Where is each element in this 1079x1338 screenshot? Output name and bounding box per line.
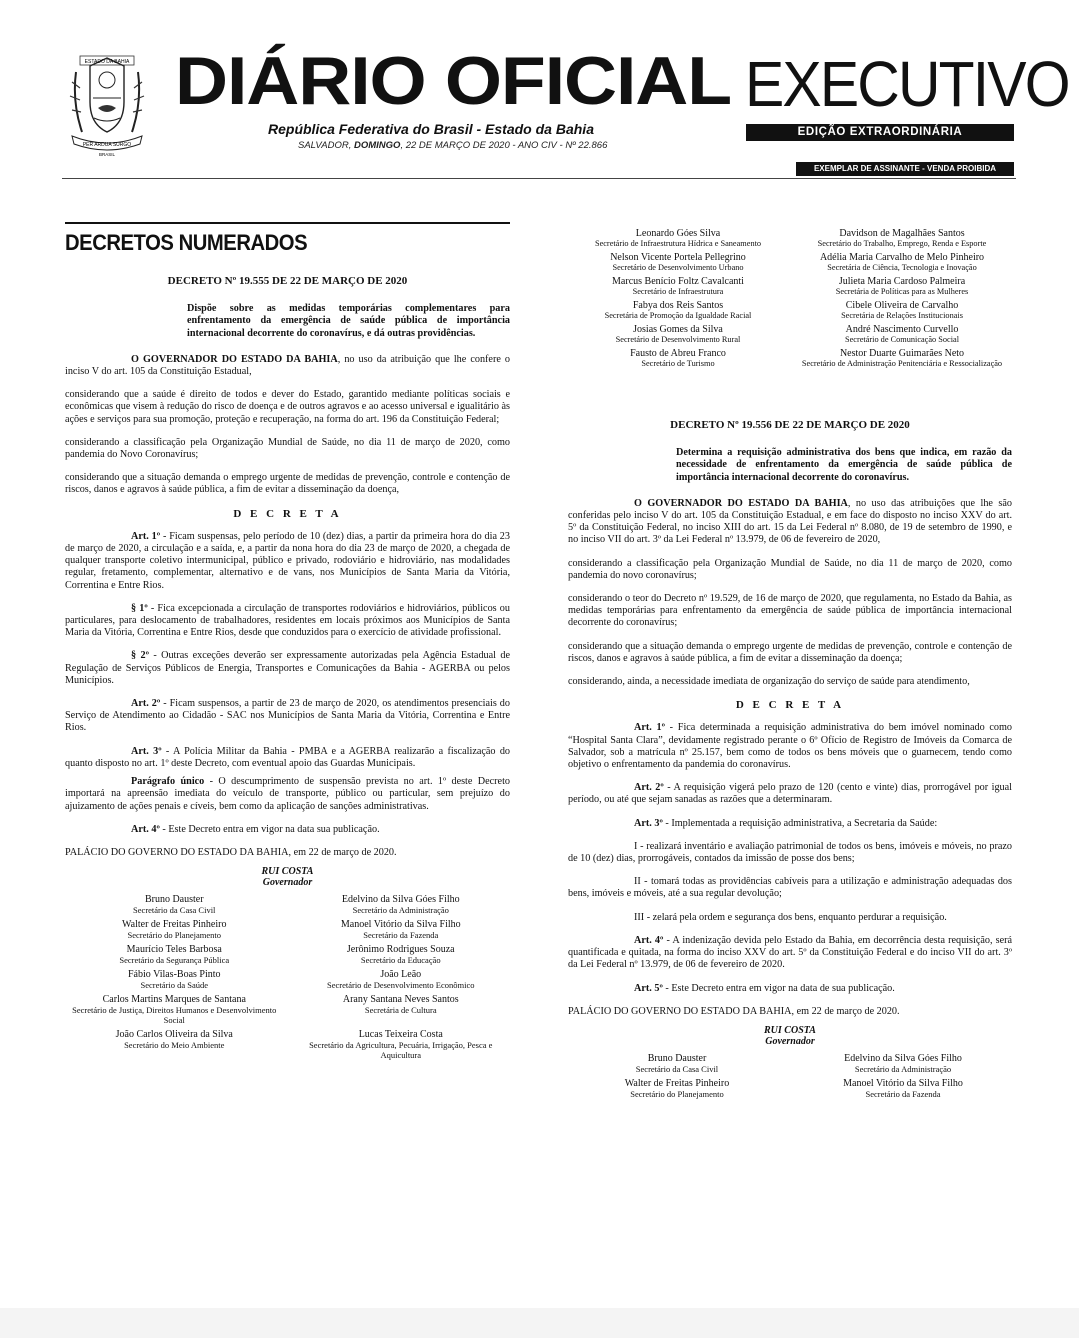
article: Art. 5º - Este Decreto entra em vigor na data de sua publicação. [634, 982, 895, 994]
signatory: Cibele Oliveira de Carvalho Secretária de Relações Institucionais [841, 300, 963, 320]
article: Art. 1º - Ficam suspensas, pelo período de 10 (dez) dias, a partir da primeira hora do dia 23 de março de 2020, a circulação e a saída, e, a partir da nona hora do dia 23 de março de 2020, a chegada de qualquer transporte coletivo intermunicipal, público e privado, rodoviário e hidroviário, nas modalidades regular, fretamento, complementar, alternativo e de vans, nos Municípios de Santa Maria da Vitória, Correntina e Entre Rios. [65, 530, 510, 591]
considerando: considerando que a saúde é direito de todos e dever do Estado, garantido mediante políticas sociais e econômicas que visem à redução do risco de doença e de outros agravos e ao acesso universal e igualitário às ações e serviços para sua promoção, proteção e recuperação, na forma do art. 196 da Constituição Federal; [65, 389, 510, 425]
edition-type: EXECUTIVO [745, 48, 1069, 120]
signatory: Marcus Benício Foltz Cavalcanti Secretário de Infraestrutura [612, 276, 744, 296]
article: Art. 2º - Ficam suspensos, a partir de 23 de março de 2020, os atendimentos presenciais do Serviço de Atendimento ao Cidadão - SAC nos Municípios de Santa Maria da Vitória, Correntina e Entre Rios. [65, 698, 510, 734]
subscriber-notice: EXEMPLAR DE ASSINANTE - VENDA PROIBIDA [796, 162, 1014, 176]
signatory: Fábio Vilas-Boas Pinto Secretário da Saúde [127, 969, 221, 991]
article: § 2º - Outras exceções deverão ser expressamente autorizadas pela Agência Estadual de Regulação de Serviços Públicos de Energia, Transportes e Comunicações da Bahia - AGERBA ou pelos Municípios. [65, 650, 510, 686]
signatories [65, 894, 510, 1060]
article-item: III - zelará pela ordem e segurança dos bens, enquanto perdurar a requisição. [634, 911, 947, 923]
signatory: Arany Santana Neves Santos Secretária de Cultura [342, 994, 459, 1016]
governor-signature: RUI COSTA Governador [261, 866, 314, 889]
decree-title: DECRETO Nº 19.555 DE 22 DE MARÇO DE 2020 [167, 275, 408, 287]
considerando: considerando que a situação demanda o emprego urgente de medidas de prevenção, controle e contenção de riscos, danos e agravos à saúde pública, a fim de evitar a disseminação da doença, [65, 472, 510, 496]
decree-preamble: O GOVERNADOR DO ESTADO DA BAHIA, no uso das atribuições que lhe são conferidas pelo inciso V do art. 105 da Constituição Estadual, e em face do disposto no inciso XXV do art. 5º da Constituição Federal, no inciso XIII do art. 15 da Lei Federal nº 8.080, de 19 de setembro de 1990, e no inciso VII do art. 3º da Lei Federal nº 13.979, de 06 de fevereiro de 2020, [568, 497, 1012, 546]
considerando: considerando, ainda, a necessidade imediata de organização do serviço de saúde para atendimento, [568, 676, 970, 688]
signatory: Manoel Vitório da Silva Filho Secretário da Fazenda [843, 1077, 963, 1099]
considerandos [65, 389, 510, 496]
signatory: João Carlos Oliveira da Silva Secretário do Meio Ambiente [115, 1029, 233, 1051]
signatories [568, 1053, 1012, 1099]
svg-text:BRASIL: BRASIL [98, 152, 116, 157]
signatory: João Leão Secretário de Desenvolvimento Econômico [326, 969, 475, 991]
signatory: Bruno Dauster Secretário da Casa Civil [635, 1052, 719, 1074]
signatory: Leonardo Góes Silva Secretário de Infraestrutura Hídrica e Saneamento [594, 228, 762, 248]
signatory: André Nascimento Curvello Secretário de Comunicação Social [844, 324, 960, 344]
page-bottom-band [0, 1308, 1079, 1338]
considerando: considerando o teor do Decreto nº 19.529, de 16 de março de 2020, que regulamenta, no Estado da Bahia, as medidas temporárias para enfrentamento da emergência de saúde pública de importância internacional decorrente do coronavírus; [568, 593, 1012, 629]
extra-edition-badge: EDIÇÃO EXTRAORDINÁRIA [746, 124, 1014, 141]
page-header [0, 0, 1079, 180]
svg-text:PER ARDUA SURGO: PER ARDUA SURGO [82, 142, 132, 148]
signatory: Adélia Maria Carvalho de Melo Pinheiro Secretária de Ciência, Tecnologia e Inovação [819, 252, 985, 272]
header-divider [62, 178, 1016, 179]
signatories-continued [568, 228, 1012, 369]
decree-ementa: Determina a requisição administrativa dos bens que indica, em razão da necessidade de enfrentamento da emergência de saúde pública de importância internacional decorrente do coronavírus. [676, 447, 1012, 483]
signatory: Josias Gomes da Silva Secretário de Desenvolvimento Rural [615, 324, 741, 344]
signatory: Edelvino da Silva Góes Filho Secretário da Administração [341, 894, 460, 916]
signatory: Lucas Teixeira Costa Secretário da Agricultura, Pecuária, Irrigação, Pesca e Aquicultura [309, 1029, 493, 1061]
section-title: DECRETOS NUMERADOS [65, 230, 308, 255]
decreta-heading: D E C R E T A [233, 507, 342, 520]
considerando: considerando que a situação demanda o emprego urgente de medidas de prevenção, controle e contenção de riscos, danos e agravos à saúde pública, a fim de evitar a disseminação da doença; [568, 640, 1012, 664]
closing-line: PALÁCIO DO GOVERNO DO ESTADO DA BAHIA, em 22 de março de 2020. [568, 1005, 900, 1017]
article: § 1º - Fica excepcionada a circulação de transportes rodoviários e hidroviários, públicos ou particulares, para deslocamento de trabalhadores, residentes em locais próximos aos Municípios de Santa Maria da Vitória, Correntina e Entre Rios, desde que conduzidos para o exercício de atividade profissional. [65, 602, 510, 639]
dateline: SALVADOR, DOMINGO, 22 DE MARÇO DE 2020 - ANO CIV - Nº 22.866 [298, 140, 608, 151]
signatory: Nelson Vicente Portela Pellegrino Secretário de Desenvolvimento Urbano [610, 252, 746, 272]
signatory: Davidson de Magalhães Santos Secretário do Trabalho, Emprego, Renda e Esporte [817, 228, 987, 248]
decree-title: DECRETO Nº 19.556 DE 22 DE MARÇO DE 2020 [670, 419, 910, 431]
signatory: Julieta Maria Cardoso Palmeira Secretária de Políticas para as Mulheres [835, 276, 969, 296]
article: Parágrafo único - O descumprimento de suspensão prevista no art. 1º deste Decreto importará na apreensão imediata do veículo de transporte, público ou particular, sem prejuízo do ajuizamento de ações penais e cíveis, bem como da aplicação de sanções administrativas. [65, 776, 511, 812]
signatory: Walter de Freitas Pinheiro Secretário do Planejamento [122, 919, 227, 941]
article-item: II - tomará todas as providências cabíveis para a utilização e administração adequadas dos bens, imóveis e móveis, até a sua regular devolução; [568, 876, 1012, 900]
article: Art. 2º - A requisição vigerá pelo prazo de 120 (cento e vinte) dias, prorrogável por igual período, ou até que sejam sanadas as razões que a determinaram. [568, 782, 1012, 806]
decree-ementa: Dispõe sobre as medidas temporárias complementares para enfrentamento da emergência de saúde pública de importância internacional decorrente do coronavírus, e dá outras providências. [187, 303, 510, 339]
signatory: Edelvino da Silva Góes Filho Secretário da Administração [844, 1052, 962, 1074]
signatory: Jerônimo Rodrigues Souza Secretário da Educação [346, 944, 455, 966]
signatory: Maurício Teles Barbosa Secretário da Segurança Pública [119, 944, 230, 966]
left-column [65, 222, 510, 1060]
masthead-subtitle: República Federativa do Brasil - Estado da Bahia [268, 121, 594, 137]
governor-signature: RUI COSTA Governador [764, 1024, 816, 1047]
signatory: Bruno Dauster Secretário da Casa Civil [133, 894, 216, 916]
considerando: considerando a classificação pela Organização Mundial de Saúde, no dia 11 de março de 2020, como pandemia do Novo Coronavírus; [65, 436, 510, 461]
signatory: Manoel Vitório da Silva Filho Secretário da Fazenda [340, 919, 461, 941]
considerando: considerando a classificação pela Organização Mundial de Saúde, no dia 11 de março de 2020, como pandemia do novo coronavírus; [568, 557, 1012, 581]
considerandos [568, 558, 1012, 689]
signatory: Fabya dos Reis Santos Secretária de Promoção da Igualdade Racial [604, 300, 752, 320]
closing-line: PALÁCIO DO GOVERNO DO ESTADO DA BAHIA, em 22 de março de 2020. [65, 846, 397, 858]
decreta-heading: D E C R E T A [735, 699, 845, 712]
signatory: Walter de Freitas Pinheiro Secretário do Planejamento [624, 1077, 730, 1099]
article: Art. 1º - Fica determinada a requisição administrativa do bem imóvel nominado como “Hospital Santa Clara”, devidamente registrado perante o 6º Ofício de Registro de Imóveis da Comarca de Salvador, sob a matrícula nº 25.157, bem como de todos os bens móveis que o guarnecem, tendo como objetivo o enfrentamento da pandemia do coronavírus. [568, 722, 1013, 771]
article-item: I - realizará inventário e avaliação patrimonial de todos os bens, imóveis e móveis, no prazo de 10 (dez) dias, prorrogáveis, contados da imissão de posse dos bens; [568, 840, 1012, 865]
signatory: Nestor Duarte Guimarães Neto Secretário de Administração Penitenciária e Ressocialização [801, 348, 1003, 368]
article: Art. 3º - Implementada a requisição administrativa, a Secretaria da Saúde: [634, 817, 938, 829]
decree-preamble: O GOVERNADOR DO ESTADO DA BAHIA, no uso da atribuição que lhe confere o inciso V do art. 105 da Constituição Estadual, [65, 353, 510, 378]
masthead-title: DIÁRIO OFICIAL [175, 43, 732, 119]
article: Art. 4º - A indenização devida pelo Estado da Bahia, em decorrência desta requisição, será quantificada e quitada, na forma do inciso XXV do art. 5º da Constituição Federal e do inciso VII do art. 3º da Lei Federal nº 13.979, de 06 de fevereiro de 2020. [568, 934, 1013, 971]
signatory: Carlos Martins Marques de Santana Secretário de Justiça, Direitos Humanos e Desenvolvimento Social [72, 994, 277, 1026]
article: Art. 4º - Este Decreto entra em vigor na data sua publicação. [131, 823, 380, 835]
section-divider [65, 222, 510, 224]
article: Art. 3º - A Polícia Militar da Bahia - PMBA e a AGERBA realizarão a fiscalização do quanto disposto no art. 1º deste Decreto, com eventual apoio das Guardas Municipais. [65, 745, 511, 769]
svg-text:ESTADO DA BAHIA: ESTADO DA BAHIA [84, 59, 130, 65]
signatory: Fausto de Abreu Franco Secretário de Turismo [630, 348, 726, 368]
coat-of-arms-icon [62, 52, 152, 160]
right-column [568, 222, 1012, 1099]
